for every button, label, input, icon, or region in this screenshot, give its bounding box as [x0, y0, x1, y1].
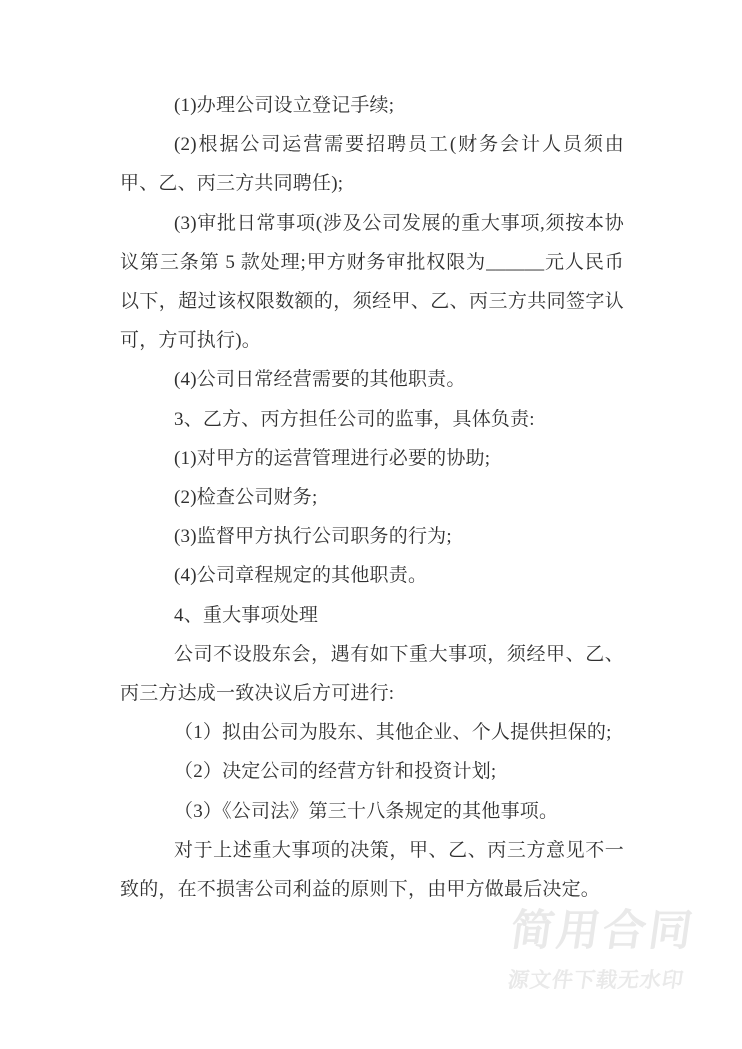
watermark — [494, 908, 706, 994]
contract-section-heading: 4、重大事项处理 — [174, 604, 319, 626]
contract-paragraph: （3）《公司法》第三十八条规定的其他事项。 — [174, 800, 559, 822]
watermark-subtitle-text: 源文件下载无水印 — [506, 969, 686, 993]
contract-paragraph: (4)公司章程规定的其他职责。 — [174, 565, 428, 587]
contract-paragraph: （1）拟由公司为股东、其他企业、个人提供担保的; — [174, 722, 612, 744]
contract-paragraph: (3)审批日常事项(涉及公司发展的重大事项,须按本协议第三条第 5 款处理;甲方财务审批权限为______元人民币以下，超过该权限数额的，须经甲、乙、丙三方共同签字认可，方可执行)。 — [120, 212, 624, 352]
contract-paragraph: (2)根据公司运营需要招聘员工(财务会计人员须由甲、乙、丙三方共同聘任); — [120, 134, 624, 195]
contract-paragraph: 对于上述重大事项的决策，甲、乙、丙三方意见不一致的，在不损害公司利益的原则下，由甲方做最后决定。 — [120, 839, 624, 901]
contract-paragraph: (1)办理公司设立登记手续; — [174, 95, 395, 116]
contract-section-heading: 3、乙方、丙方担任公司的监事，具体负责: — [174, 408, 535, 430]
contract-paragraph: (3)监督甲方执行公司职务的行为; — [174, 526, 452, 548]
watermark-logo-text: 简用合同 — [507, 907, 699, 955]
contract-paragraph: (1)对甲方的运营管理进行必要的协助; — [174, 447, 491, 469]
contract-body — [120, 86, 624, 909]
contract-paragraph: (4)公司日常经营需要的其他职责。 — [174, 369, 466, 391]
contract-paragraph: 公司不设股东会，遇有如下重大事项，须经甲、乙、丙三方达成一致决议后方可进行: — [120, 643, 624, 705]
contract-paragraph: （2）决定公司的经营方针和投资计划; — [174, 761, 497, 783]
contract-paragraph: (2)检查公司财务; — [174, 487, 318, 509]
